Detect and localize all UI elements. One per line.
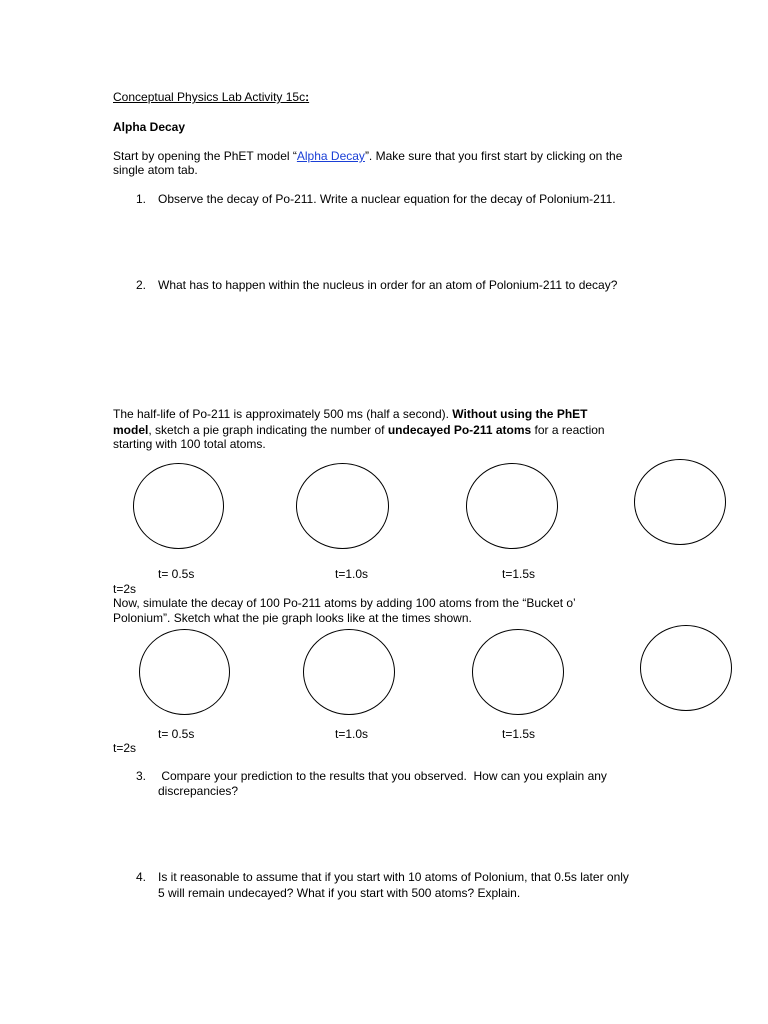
question-2-number: 2. [136, 278, 147, 292]
time-label: t=1.0s [335, 727, 369, 741]
pie-graph-circle [634, 459, 726, 545]
question-4-text: 5 will remain undecayed? What if you start with 500 atoms? Explain. [158, 886, 521, 900]
pie-graph-circle [133, 463, 224, 549]
intro-line-2: single atom tab. [113, 163, 198, 177]
pie-graph-circle [139, 629, 230, 715]
question-3-number: 3. [136, 769, 147, 783]
page-title: Conceptual Physics Lab Activity 15c: [113, 90, 310, 104]
halflife-line-2: model, sketch a pie graph indicating the number of undecayed Po-211 atoms for a reaction [113, 423, 605, 437]
intro-line-1: Start by opening the PhET model “Alpha Decay”. Make sure that you first start by clicking on the [113, 149, 623, 163]
time-label: t=1.5s [502, 567, 536, 581]
pie-graph-circle [303, 629, 395, 715]
title-colon: : [305, 90, 310, 104]
time-label: t= 0.5s [158, 727, 195, 741]
time-label: t=1.0s [335, 567, 369, 581]
simulate-line-2: Polonium”. Sketch what the pie graph looks like at the times shown. [113, 611, 472, 625]
simulate-line-1: Now, simulate the decay of 100 Po-211 atoms by adding 100 atoms from the “Bucket o’ [113, 596, 576, 610]
time-label: t=2s [113, 582, 137, 596]
pie-graph-circle [466, 463, 558, 549]
question-3-text: Compare your prediction to the results that you observed. How can you explain any [158, 769, 607, 783]
pie-graph-circle [296, 463, 389, 549]
question-4-number: 4. [136, 870, 147, 884]
alpha-decay-link[interactable]: Alpha Decay [296, 149, 365, 163]
question-4-text: Is it reasonable to assume that if you start with 10 atoms of Polonium, that 0.5s later only [158, 870, 629, 884]
section-title: Alpha Decay [113, 120, 186, 134]
question-1-text: Observe the decay of Po-211. Write a nuclear equation for the decay of Polonium-211. [158, 192, 616, 206]
time-label: t= 0.5s [158, 567, 195, 581]
question-3-text: discrepancies? [158, 784, 239, 798]
time-label: t=1.5s [502, 727, 536, 741]
question-2-text: What has to happen within the nucleus in order for an atom of Polonium-211 to decay? [158, 278, 618, 292]
question-1-number: 1. [136, 192, 147, 206]
pie-graph-circle [472, 629, 564, 715]
pie-graph-circle [640, 625, 732, 711]
halflife-line-3: starting with 100 total atoms. [113, 437, 266, 451]
time-label: t=2s [113, 741, 137, 755]
halflife-line-1: The half-life of Po-211 is approximately 500 ms (half a second). Without using the PhET [113, 407, 588, 421]
